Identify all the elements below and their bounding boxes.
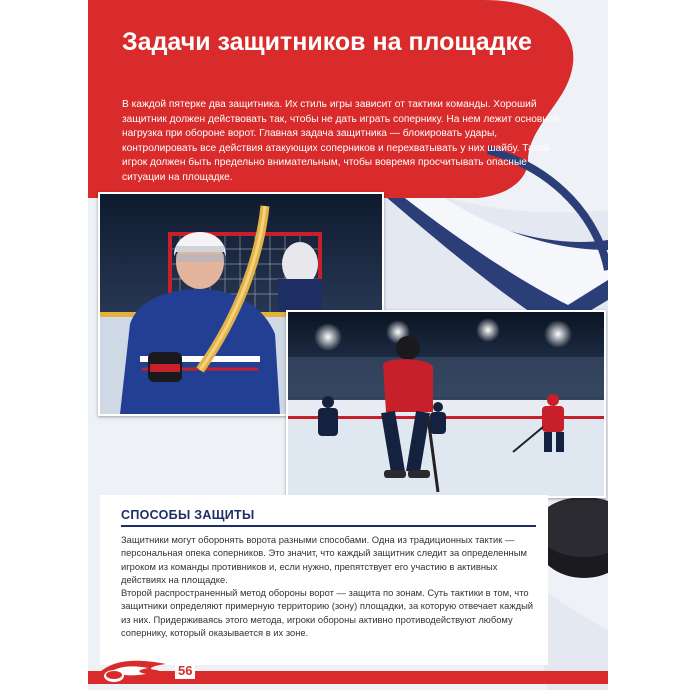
page-title: Задачи защитников на площадке [122,28,532,56]
page-number: 56 [175,663,195,679]
section-divider [121,525,536,527]
puck-flame-icon [96,658,176,686]
book-page [88,0,608,690]
intro-paragraph: В каждой пятерке два защитника. Их стиль игры зависит от тактики команды. Хороший защитник должен действовать так, чтобы не дать играть сопернику. На нем лежит основная нагрузка при обороне ворот. Главная задача защитника — блокировать удары, контролировать все действия атакующих соперников и перехватывать у них шайбу. Такой игрок должен быть предельно внимательным, чтобы вовремя просчитывать опасные ситуации на площадке. [122,99,560,183]
hockey-game-photo-icon [288,312,604,496]
section-heading: СПОСОБЫ ЗАЩИТЫ [121,508,255,522]
section-body [121,533,541,639]
paragraph-1: Защитники могут оборонять ворота разными способами. Одна из традиционных тактик — персональная опека соперников. Это значит, что каждый защитник следит за определенным игроком из команды противников и, если нужно, препятствует его участию в активных действиях на площадке. [121,534,527,585]
paragraph-2: Второй распространенный метод обороны ворот — защита по зонам. Суть тактики в том, что защитники определяют примерную территорию (зону) площадки, за которую отвечает каждый из них. Придерживаясь этого метода, игроки обороны активно противодействуют любому сопернику, который оказывается в их зоне. [121,587,534,639]
game-photo [286,310,606,498]
